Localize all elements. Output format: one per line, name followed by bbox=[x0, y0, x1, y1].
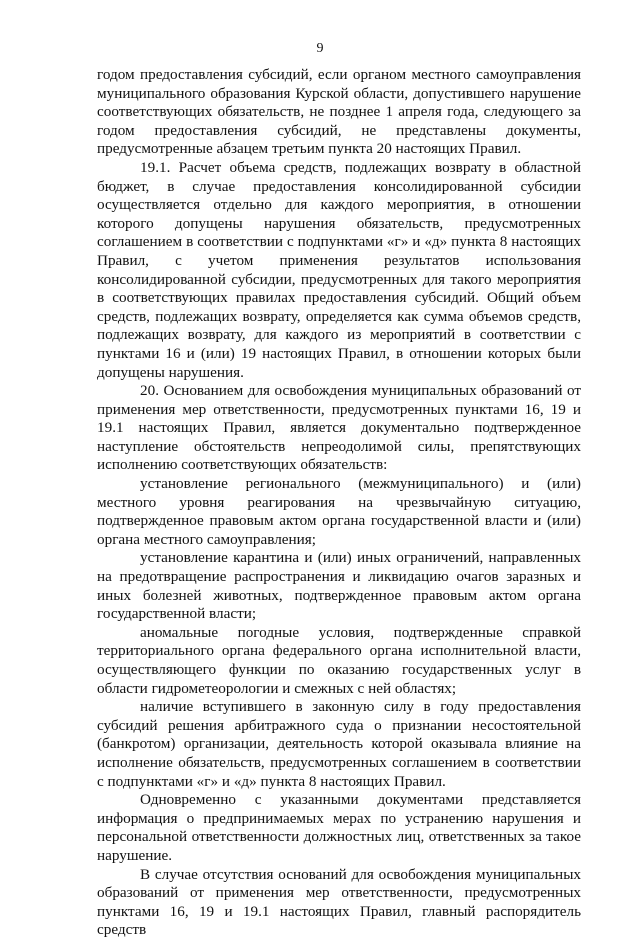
paragraph-information: Одновременно с указанными документами представляется информация о предпринимаемых мерах по устранению нарушения и персональной ответственности должностных лиц, ответственных за такое нарушение. bbox=[97, 791, 581, 864]
document-body bbox=[97, 66, 581, 940]
paragraph-19-1: 19.1. Расчет объема средств, подлежащих возврату в областной бюджет, в случае предоставления консолидированной субсидии осуществляется отдельно для каждого мероприятия, в отношении которого допущены нарушения обязательств, предусмотренных соглашением в соответствии с подпунктами «г» и «д» пункта 8 настоящих Правил, с учетом применения результатов использования консолидированной субсидии, предусмотренных для такого мероприятия в соответствующих правилах предоставления субсидий. Общий объем средств, подлежащих возврату, определяется как сумма объемов средств, подлежащих возврату, для каждого из мероприятий в соответствии с пунктами 16 и (или) 19 настоящих Правил, в отношении которых были допущены нарушения. bbox=[97, 158, 581, 381]
list-item-emergency: установление регионального (межмуниципального) и (или) местного уровня реагирования на чрезвычайную ситуацию, подтвержденное правовым актом органа государственной власти и (или) органа местного самоуправления; bbox=[97, 475, 581, 548]
page-number: 9 bbox=[316, 41, 324, 56]
list-item-quarantine: установление карантина и (или) иных ограничений, направленных на предотвращение распространения и ликвидацию очагов заразных и иных болезней животных, подтвержденное правовым актом органа государственной власти; bbox=[97, 549, 581, 623]
paragraph-no-grounds: В случае отсутствия оснований для освобождения муниципальных образований от применения мер ответственности, предусмотренных пунктами 16, 19 и 19.1 настоящих Правил, главный распорядитель средств bbox=[97, 865, 581, 939]
paragraph-20: 20. Основанием для освобождения муниципальных образований от применения мер ответственности, предусмотренных пунктами 16, 19 и 19.1 настоящих Правил, является документально подтвержденное наступление обстоятельств непреодолимой силы, препятствующих исполнению соответствующих обязательств: bbox=[97, 382, 581, 474]
list-item-weather: аномальные погодные условия, подтвержденные справкой территориального органа федерального органа исполнительной власти, осуществляющего функции по оказанию государственных услуг в области гидрометеорологии и смежных с ней областях; bbox=[97, 623, 581, 697]
list-item-bankruptcy: наличие вступившего в законную силу в году предоставления субсидий решения арбитражного суда о признании несостоятельной (банкротом) организации, деятельность которой оказывала влияние на исполнение обязательств, предусмотренных соглашением в соответствии с подпунктами «г» и «д» пункта 8 настоящих Правил. bbox=[97, 698, 581, 790]
paragraph-continuation: годом предоставления субсидий, если органом местного самоуправления муниципального образования Курской области, допустившего нарушение соответствующих обязательств, не позднее 1 апреля года, следующего за годом предоставления субсидий, не представлены документы, предусмотренные абзацем третьим пункта 20 настоящих Правил. bbox=[97, 66, 581, 158]
